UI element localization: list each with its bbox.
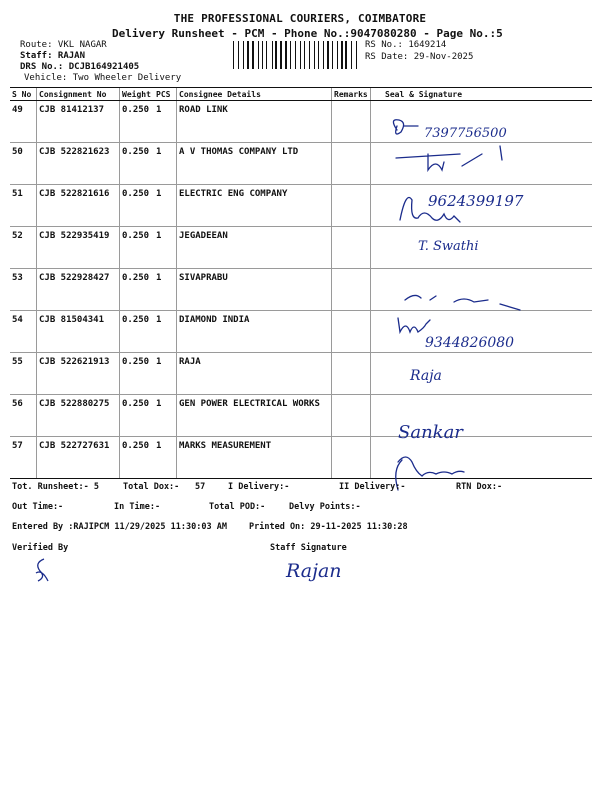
cell-consignment: CJB 522935419 xyxy=(37,227,120,269)
table-header-row xyxy=(10,88,592,101)
vehicle-label: Vehicle: Two Wheeler Delivery xyxy=(24,73,182,83)
table-row xyxy=(10,395,592,437)
cell-signature xyxy=(371,437,593,479)
cell-sno: 55 xyxy=(10,353,37,395)
staff-handwritten-signature: Rajan xyxy=(286,560,342,582)
barcode xyxy=(233,41,359,69)
cell-signature xyxy=(371,311,593,353)
cell-consignment: CJB 522928427 xyxy=(37,269,120,311)
barcode-bar xyxy=(275,41,276,69)
barcode-bar xyxy=(262,41,263,69)
cell-weight: 0.250 xyxy=(120,143,155,185)
drs-number: DRS No.: DCJB164921405 xyxy=(20,62,140,72)
table-row xyxy=(10,353,592,395)
cell-remarks xyxy=(332,437,371,479)
col-consignee: Consignee Details xyxy=(177,88,332,101)
barcode-bar xyxy=(259,41,260,69)
barcode-bar xyxy=(236,41,237,69)
ii-delivery-label: II Delivery:- xyxy=(339,482,406,492)
barcode-bar xyxy=(314,41,315,69)
cell-sno: 53 xyxy=(10,269,37,311)
col-signature: Seal & Signature xyxy=(371,88,593,101)
col-pcs: PCS xyxy=(154,88,177,101)
barcode-bar xyxy=(357,41,358,69)
cell-remarks xyxy=(332,101,371,143)
cell-signature xyxy=(371,353,593,395)
cell-consignment: CJB 522880275 xyxy=(37,395,120,437)
col-weight: Weight xyxy=(120,88,155,101)
cell-consignee: ROAD LINK xyxy=(177,101,332,143)
entered-by: Entered By :RAJIPCM 11/29/2025 11:30:03 AM xyxy=(12,522,227,532)
barcode-bar xyxy=(353,41,354,69)
cell-consignee: ELECTRIC ENG COMPANY xyxy=(177,185,332,227)
cell-pcs: 1 xyxy=(154,101,177,143)
runsheet-table xyxy=(10,87,592,479)
barcode-bar xyxy=(327,41,329,69)
tot-runsheet: Tot. Runsheet:- 5 xyxy=(12,482,99,492)
cell-weight: 0.250 xyxy=(120,353,155,395)
cell-pcs: 1 xyxy=(154,353,177,395)
cell-sno: 57 xyxy=(10,437,37,479)
rs-number: RS No.: 1649214 xyxy=(365,40,447,50)
cell-consignment: CJB 522727631 xyxy=(37,437,120,479)
cell-remarks xyxy=(332,185,371,227)
table-row xyxy=(10,227,592,269)
cell-sno: 56 xyxy=(10,395,37,437)
cell-pcs: 1 xyxy=(154,311,177,353)
barcode-bar xyxy=(323,41,324,69)
barcode-bar xyxy=(302,41,303,69)
barcode-bar xyxy=(285,41,287,69)
cell-weight: 0.250 xyxy=(120,437,155,479)
barcode-bar xyxy=(309,41,310,69)
cell-consignee: GEN POWER ELECTRICAL WORKS xyxy=(177,395,332,437)
runsheet-subtitle: Delivery Runsheet - PCM - Phone No.:9047080280 - Page No.:5 xyxy=(112,27,503,40)
sig-phone-51: 9624399197 xyxy=(428,192,524,210)
barcode-bar xyxy=(295,41,296,69)
cell-pcs: 1 xyxy=(154,185,177,227)
cell-sno: 54 xyxy=(10,311,37,353)
in-time-label: In Time:- xyxy=(114,502,161,512)
barcode-bar xyxy=(238,41,239,69)
cell-signature xyxy=(371,227,593,269)
barcode-bar xyxy=(304,41,305,69)
barcode-bar xyxy=(341,41,342,69)
cell-remarks xyxy=(332,269,371,311)
cell-pcs: 1 xyxy=(154,143,177,185)
barcode-bar xyxy=(288,41,289,69)
cell-pcs: 1 xyxy=(154,395,177,437)
sig-phone-54: 9344826080 xyxy=(425,335,515,351)
barcode-bar xyxy=(245,41,246,69)
total-pod-label: Total POD:- xyxy=(209,502,266,512)
barcode-bar xyxy=(272,41,273,69)
barcode-bar xyxy=(351,41,352,69)
barcode-bar xyxy=(290,41,291,69)
barcode-bar xyxy=(318,41,319,69)
cell-consignee: A V THOMAS COMPANY LTD xyxy=(177,143,332,185)
rs-date: RS Date: 29-Nov-2025 xyxy=(365,52,474,62)
i-delivery-label: I Delivery:- xyxy=(228,482,290,492)
cell-consignee: SIVAPRABU xyxy=(177,269,332,311)
sig-phone-49: 7397756500 xyxy=(424,126,507,141)
barcode-bar xyxy=(279,41,280,69)
barcode-bar xyxy=(247,41,248,69)
cell-pcs: 1 xyxy=(154,227,177,269)
rtn-dox-label: RTN Dox:- xyxy=(456,482,503,492)
cell-weight: 0.250 xyxy=(120,395,155,437)
barcode-bar xyxy=(266,41,267,69)
barcode-bar xyxy=(321,41,322,69)
barcode-bar xyxy=(300,41,301,69)
barcode-bar xyxy=(356,41,357,69)
staff-label: Staff: RAJAN xyxy=(20,51,86,61)
cell-sno: 50 xyxy=(10,143,37,185)
sig-row-56: Sankar xyxy=(398,422,463,443)
col-remarks: Remarks xyxy=(332,88,371,101)
cell-consignee: RAJA xyxy=(177,353,332,395)
cell-weight: 0.250 xyxy=(120,101,155,143)
cell-sno: 49 xyxy=(10,101,37,143)
barcode-bar xyxy=(296,41,297,69)
route-label: Route: VKL NAGAR xyxy=(20,40,107,50)
col-sno: S No xyxy=(10,88,37,101)
barcode-bar xyxy=(258,41,259,69)
barcode-bar xyxy=(240,41,242,69)
barcode-bar xyxy=(264,41,265,69)
barcode-bar xyxy=(316,41,317,69)
cell-consignment: CJB 522821616 xyxy=(37,185,120,227)
delvy-points-label: Delvy Points:- xyxy=(289,502,361,512)
total-dox-value: 57 xyxy=(195,482,206,492)
barcode-bar xyxy=(324,41,325,69)
cell-weight: 0.250 xyxy=(120,269,155,311)
col-consignment: Consignment No xyxy=(37,88,120,101)
barcode-bar xyxy=(330,41,331,69)
cell-pcs: 1 xyxy=(154,437,177,479)
barcode-bar xyxy=(344,41,345,69)
table-row xyxy=(10,311,592,353)
barcode-bar xyxy=(274,41,275,69)
barcode-bar xyxy=(268,41,270,69)
sig-row-55: Raja xyxy=(410,368,442,384)
cell-sno: 52 xyxy=(10,227,37,269)
cell-signature xyxy=(371,101,593,143)
company-title: THE PROFESSIONAL COURIERS, COIMBATORE xyxy=(173,12,427,25)
sig-name-52: T. Swathi xyxy=(418,239,479,254)
cell-pcs: 1 xyxy=(154,269,177,311)
verified-signature xyxy=(30,555,54,585)
barcode-bar xyxy=(345,41,347,69)
table-row xyxy=(10,269,592,311)
barcode-bar xyxy=(252,41,254,69)
cell-consignment: CJB 81412137 xyxy=(37,101,120,143)
barcode-bar xyxy=(243,41,244,69)
barcode-bar xyxy=(332,41,333,69)
cell-remarks xyxy=(332,311,371,353)
table-row xyxy=(10,143,592,185)
barcode-bar xyxy=(280,41,281,69)
out-time-label: Out Time:- xyxy=(12,502,64,512)
barcode-bar xyxy=(335,41,336,69)
cell-weight: 0.250 xyxy=(120,185,155,227)
printed-on: Printed On: 29-11-2025 11:30:28 xyxy=(249,522,408,532)
total-dox-label: Total Dox:- xyxy=(123,482,180,492)
cell-signature xyxy=(371,143,593,185)
cell-weight: 0.250 xyxy=(120,227,155,269)
barcode-bar xyxy=(283,41,284,69)
cell-signature xyxy=(371,185,593,227)
barcode-bar xyxy=(293,41,294,69)
cell-consignment: CJB 522621913 xyxy=(37,353,120,395)
verified-by-label: Verified By xyxy=(12,543,69,553)
table-row xyxy=(10,437,592,479)
barcode-bar xyxy=(337,41,338,69)
barcode-bar xyxy=(338,41,339,69)
barcode-bar xyxy=(233,41,234,69)
cell-signature xyxy=(371,395,593,437)
cell-signature xyxy=(371,269,593,311)
staff-signature-label: Staff Signature xyxy=(270,543,347,553)
table-row xyxy=(10,101,592,143)
barcode-bar xyxy=(251,41,252,69)
cell-consignee: MARKS MEASUREMENT xyxy=(177,437,332,479)
barcode-bar xyxy=(255,41,256,69)
cell-consignment: CJB 522821623 xyxy=(37,143,120,185)
cell-remarks xyxy=(332,227,371,269)
barcode-bar xyxy=(349,41,350,69)
table-row xyxy=(10,185,592,227)
cell-consignment: CJB 81504341 xyxy=(37,311,120,353)
barcode-bar xyxy=(306,41,308,69)
cell-remarks xyxy=(332,353,371,395)
cell-remarks xyxy=(332,143,371,185)
cell-consignee: JEGADEEAN xyxy=(177,227,332,269)
cell-remarks xyxy=(332,395,371,437)
cell-consignee: DIAMOND INDIA xyxy=(177,311,332,353)
barcode-bar xyxy=(311,41,312,69)
cell-weight: 0.250 xyxy=(120,311,155,353)
cell-sno: 51 xyxy=(10,185,37,227)
